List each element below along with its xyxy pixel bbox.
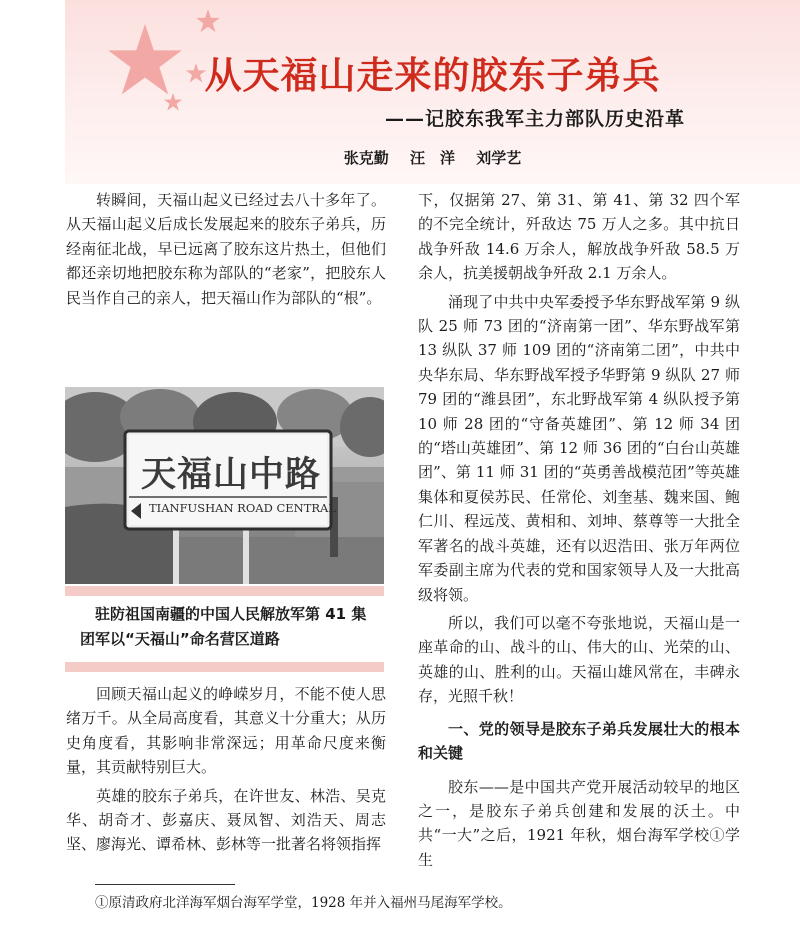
decorative-band	[65, 662, 384, 672]
left-column-intro	[66, 188, 386, 310]
paragraph: 转瞬间，天福山起义已经过去八十多年了。从天福山起义后成长发展起来的胶东子弟兵，历经南征北战，早已远离了胶东这片热土，但他们都还亲切地把胶东称为部队的“老家”，把胶东人民当作自己的亲人，把天福山作为部队的“根”。	[66, 191, 386, 307]
photo-caption: 驻防祖国南疆的中国人民解放军第 41 集团军以“天福山”命名营区道路	[80, 605, 367, 648]
left-column-body	[66, 682, 386, 857]
paragraph: 所以，我们可以毫不夸张地说，天福山是一座革命的山、战斗的山、伟大的山、光荣的山、英雄的山、胜利的山。天福山雄风常在，丰碑永存，光照千秋！	[418, 613, 740, 706]
paragraph: 下，仅据第 27、第 31、第 41、第 32 四个军的不完全统计，歼敌达 75 万人之多。其中抗日战争歼敌 14.6 万余人，解放战争歼敌 58.5 万余人，抗美援朝战争歼敌 2.1 万余人。	[418, 191, 740, 283]
header-banner	[65, 0, 800, 184]
sign-chinese-text: 天福山中路	[141, 455, 322, 495]
footnote-divider	[95, 884, 235, 885]
road-sign-photo	[65, 387, 384, 584]
author-name: 汪 洋	[409, 149, 455, 167]
decorative-band	[65, 586, 384, 596]
right-column-body	[418, 188, 740, 872]
article-title: 从天福山走来的胶东子弟兵	[204, 54, 661, 97]
paragraph: 涌现了中共中央军委授予华东野战军第 9 纵队 25 师 73 团的“济南第一团”、华东野战军第 13 纵队 37 师 109 团的“济南第二团”，中共中央华东局、华东野战军授予华野第 9 纵队 27 师 79 团的“潍县团”，东北野战军第 4 纵队授予第 10 师 28 团的“守备英雄团”、第 12 师 34 团的“塔山英雄团”、第 12 师 36 团的“白台山英雄团”、第 11 师 31 团的“英勇善战模范团”等英雄集体和夏侯苏民、任常伦、刘奎基、魏来国、鲍仁川、程远茂、黄相和、刘坤、蔡尊等一大批全军著名的战斗英雄，还有以迟浩田、张万年两位军委副主席为代表的党和国家领导人及一大批高级将领。	[418, 292, 740, 604]
author-name: 张克勤	[343, 149, 389, 167]
sign-english-text: TIANFUSHAN ROAD CENTRAL	[149, 501, 336, 515]
footnote: ①原清政府北洋海军烟台海军学堂，1928 年并入福州马尾海军学校。	[95, 895, 512, 911]
author-name: 刘学艺	[476, 149, 522, 167]
paragraph: 英雄的胶东子弟兵，在许世友、林浩、吴克华、胡奇才、彭嘉庆、聂凤智、刘浩天、周志坚、廖海光、谭希林、彭林等一批著名将领指挥	[66, 786, 386, 854]
author-list	[65, 147, 800, 168]
decorative-star-icon	[195, 8, 221, 34]
paragraph: 胶东——是中国共产党开展活动较早的地区之一，是胶东子弟兵创建和发展的沃土。中共“一大”之后，1921 年秋，烟台海军学校①学生	[418, 777, 740, 869]
paragraph: 回顾天福山起义的峥嵘岁月，不能不使人思绪万千。从全局高度看，其意义十分重大；从历史角度看，其影响非常深远；用革命尺度来衡量，其贡献特别巨大。	[66, 685, 386, 777]
section-heading: 一、党的领导是胶东子弟兵发展壮大的根本和关键	[418, 719, 740, 762]
article-subtitle: ——记胶东我军主力部队历史沿革	[385, 108, 686, 130]
